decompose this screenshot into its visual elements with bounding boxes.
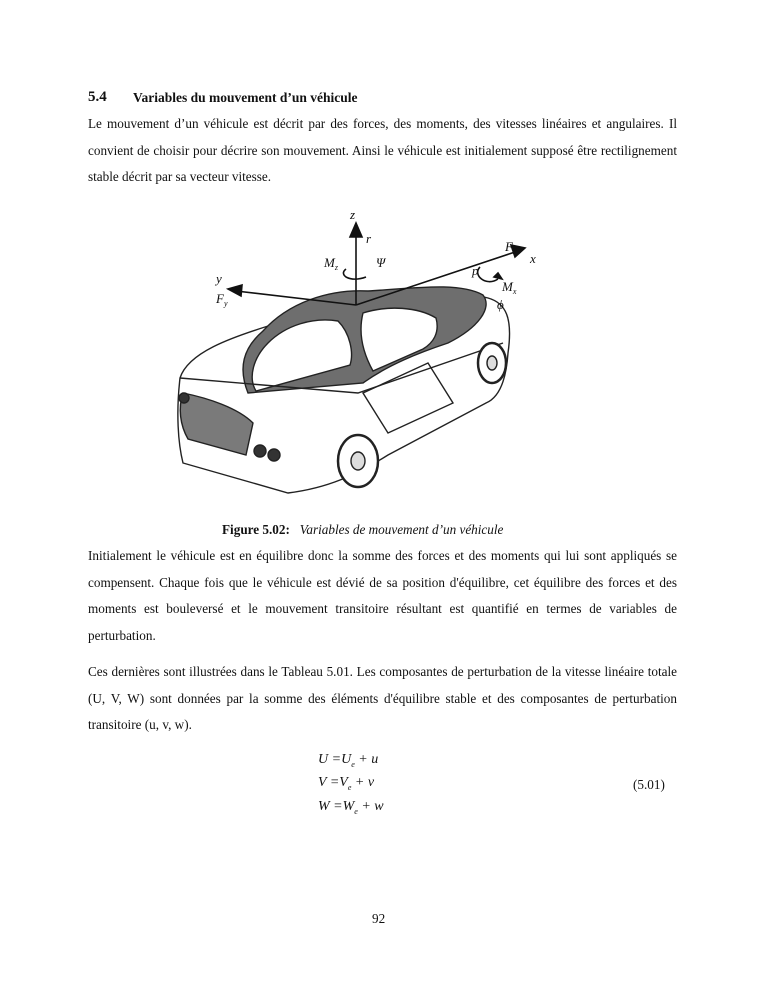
z-arrowhead (350, 223, 362, 237)
tail-light-left (179, 393, 189, 403)
label-z: z (350, 207, 356, 222)
section-title: Variables du mouvement d’un véhicule (133, 90, 358, 105)
tail-light-right (254, 445, 266, 457)
paragraph-equilibrium: Initialement le véhicule est en équilibre donc la somme des forces et des moments qui lui sont appliqués se compensent. Chaque fois que le véhicule est dévié de sa position d'équilibre, cet équilibre des forces et des moments est bouleversé et le mouvement transitoire résultant est quantifié en termes de variables de perturbation. (88, 548, 677, 643)
label-r: r (366, 231, 372, 246)
y-arrowhead (228, 285, 242, 296)
label-y: y (216, 271, 222, 286)
section-number: 5.4 (88, 89, 107, 105)
yaw-moment-arc (343, 269, 366, 279)
front-hub (487, 356, 497, 370)
label-p: p (472, 263, 479, 278)
label-psi: Ψ (376, 255, 386, 270)
label-mx: $M_x$ (502, 279, 517, 296)
vehicle-figure (88, 193, 588, 505)
roll-moment-arc (478, 267, 498, 282)
figure-caption (222, 522, 503, 538)
equation-v: $V =V_e + v$ (318, 775, 375, 792)
equation-w: $W =W_e + w$ (318, 799, 384, 816)
rear-hub (351, 452, 365, 470)
equation-number: (5.01) (633, 777, 665, 792)
paragraph-intro: Le mouvement d’un véhicule est décrit par des forces, des moments, des vitesses linéaires et angulaires. Il convient de choisir pour décrire son mouvement. Ainsi le véhicule est initialement supposé être rectilignement stable décrit par sa vecteur vitesse. (88, 116, 677, 184)
roll-arrowhead (494, 273, 502, 279)
tail-light-right-2 (268, 449, 280, 461)
caption-text: Variables de mouvement d’un véhicule (299, 522, 504, 537)
label-mz: $M_z$ (324, 255, 338, 272)
label-phi: ϕ (497, 297, 504, 312)
paragraph-perturbation: Ces dernières sont illustrées dans le Tableau 5.01. Les composantes de perturbation de la vitesse linéaire totale (U, V, W) sont données par la somme des éléments d'équilibre stable et des composantes de perturbation transitoire (u, v, w). (88, 664, 677, 732)
label-fy: $F_y$ (216, 291, 228, 308)
label-fx: $F_x$ (505, 239, 517, 256)
caption-label: Figure 5.02: (222, 522, 290, 537)
page-number: 92 (372, 911, 386, 926)
equation-u: $U =U_e + u$ (318, 752, 379, 769)
car-illustration (178, 287, 510, 493)
label-x: x (530, 251, 536, 266)
